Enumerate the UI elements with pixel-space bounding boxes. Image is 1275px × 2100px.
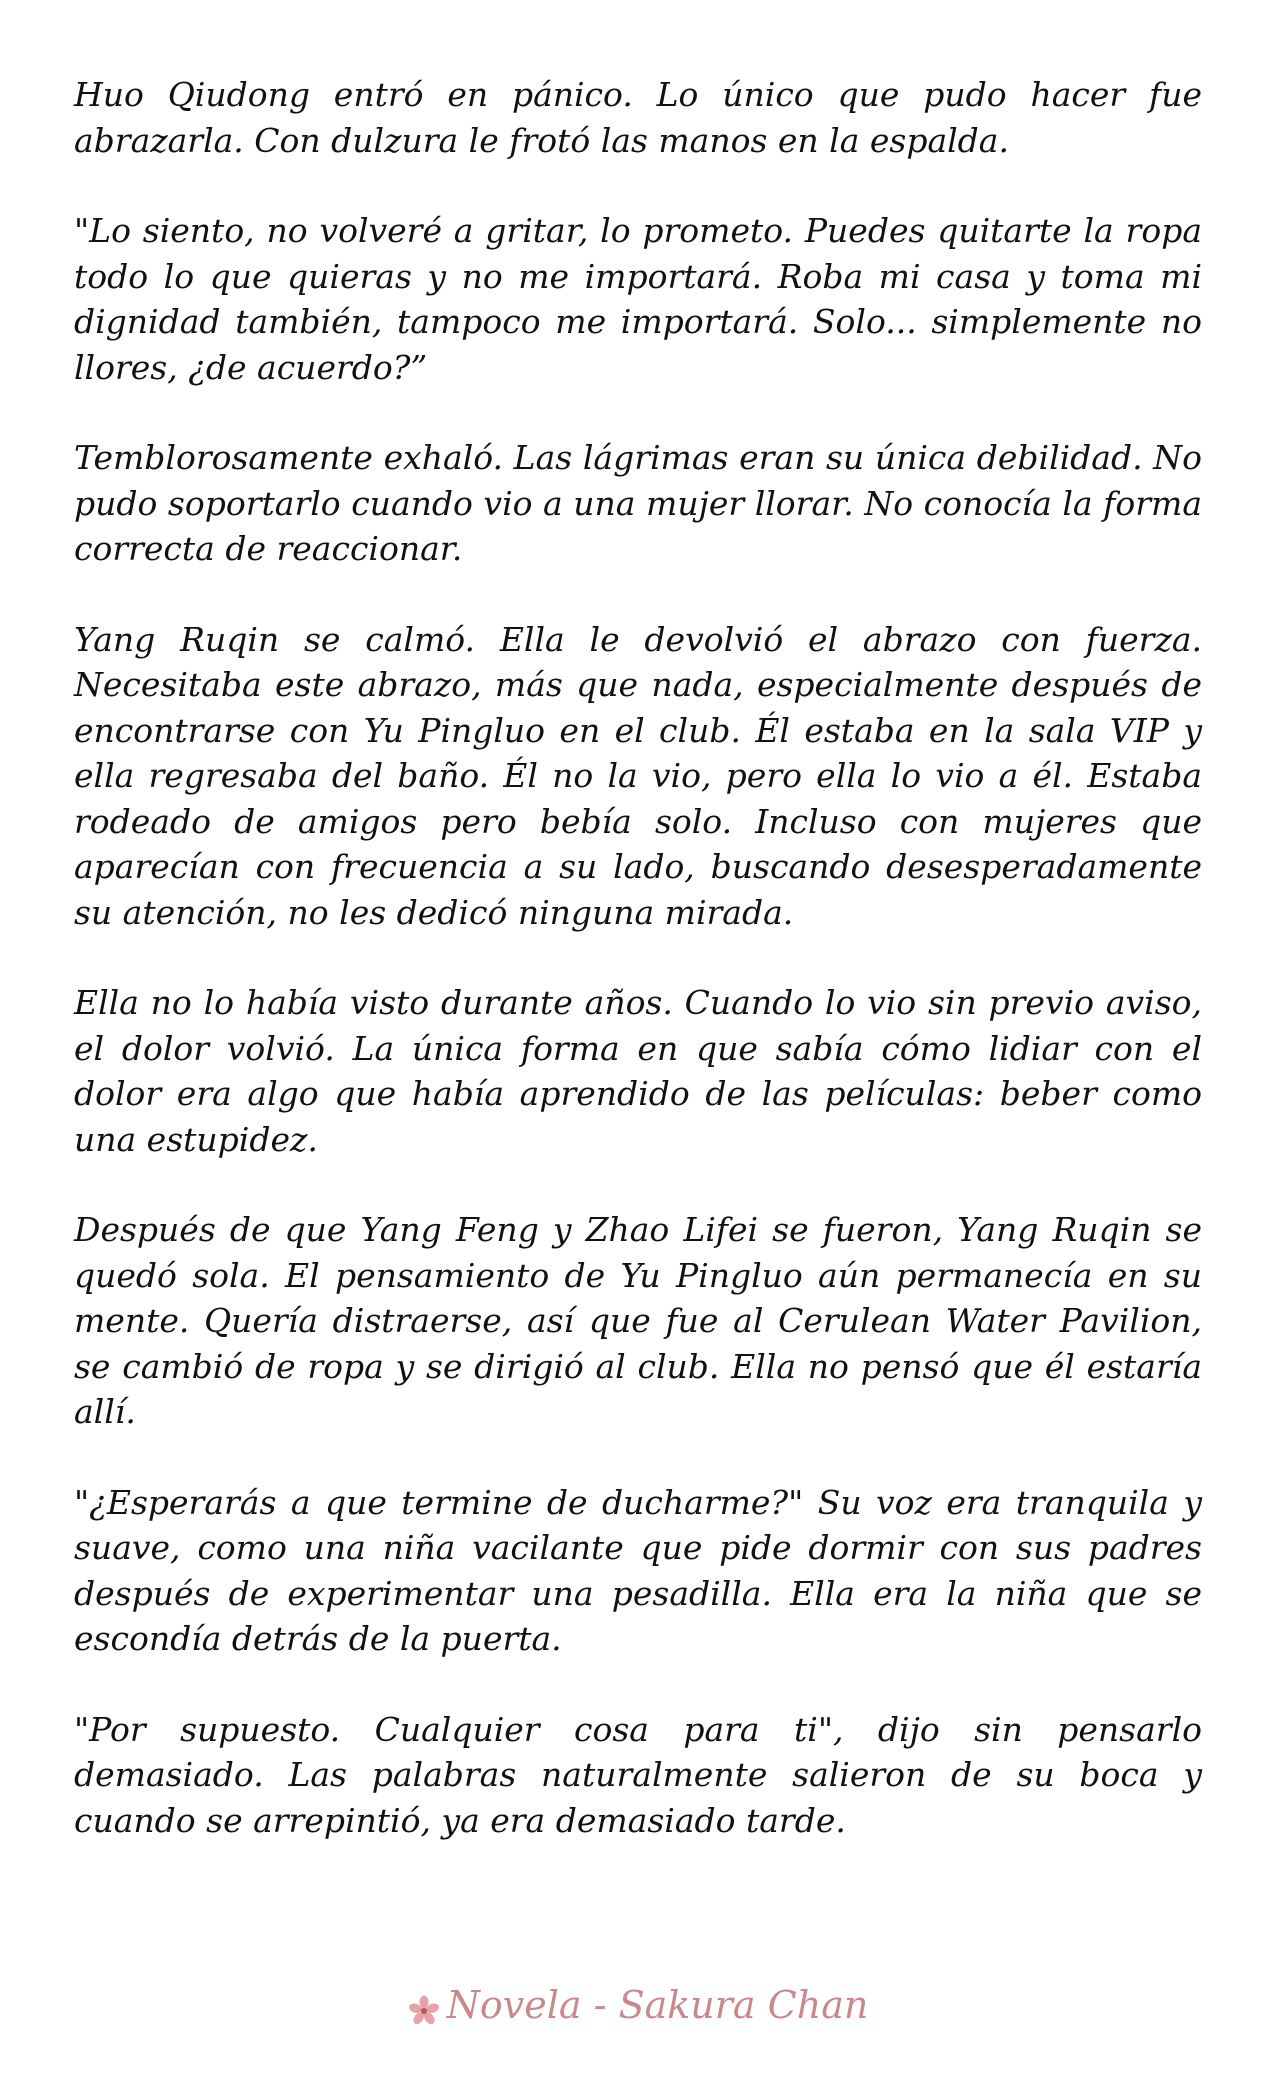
document-body xyxy=(74,72,1202,1851)
paragraph: Temblorosamente exhaló. Las lágrimas eran su única debilidad. No pudo soportarlo cuando vio a una mujer llorar. No conocía la forma correcta de reaccionar. xyxy=(74,438,1202,568)
paragraph: "Por supuesto. Cualquier cosa para ti", dijo sin pensarlo demasiado. Las palabras naturalmente salieron de su boca y cuando se arrepintió, ya era demasiado tarde. xyxy=(74,1709,1202,1840)
paragraph: "Lo siento, no volveré a gritar, lo prometo. Puedes quitarte la ropa todo lo que quieras y no me importará. Roba mi casa y toma mi dignidad también, tampoco me importará. Solo... simplemente no llores, ¿de acuerdo?” xyxy=(74,211,1202,387)
watermark xyxy=(0,1982,1275,2028)
watermark-text: Novela - Sakura Chan xyxy=(446,1983,869,2027)
paragraph: Ella no lo había visto durante años. Cuando lo vio sin previo aviso, el dolor volvió. La única forma en que sabía cómo lidiar con el dolor era algo que había aprendido de las películas: beber como una estupidez. xyxy=(74,983,1202,1159)
paragraph: "¿Esperarás a que termine de ducharme?" Su voz era tranquila y suave, como una niña vacilante que pide dormir con sus padres después de experimentar una pesadilla. Ella era la niña que se escondía detrás de la puerta. xyxy=(74,1482,1202,1658)
paragraph: Después de que Yang Feng y Zhao Lifei se fueron, Yang Ruqin se quedó sola. El pensamiento de Yu Pingluo aún permanecía en su mente. Quería distraerse, así que fue al Cerulean Water Pavilion, se cambió de ropa y se dirigió al club. Ella no pensó que él estaría allí. xyxy=(74,1210,1202,1431)
paragraph: Yang Ruqin se calmó. Ella le devolvió el abrazo con fuerza. Necesitaba este abrazo, más que nada, especialmente después de encontrarse con Yu Pingluo en el club. Él estaba en la sala VIP y ella regresaba del baño. Él no la vio, pero ella lo vio a él. Estaba rodeado de amigos pero bebía solo. Incluso con mujeres que aparecían con frecuencia a su lado, buscando desesperadamente su atención, no les dedicó ninguna mirada. xyxy=(74,619,1202,932)
paragraph: Huo Qiudong entró en pánico. Lo único que pudo hacer fue abrazarla. Con dulzura le frotó las manos en la espalda. xyxy=(74,75,1202,160)
sakura-flower-icon xyxy=(407,1992,441,2026)
